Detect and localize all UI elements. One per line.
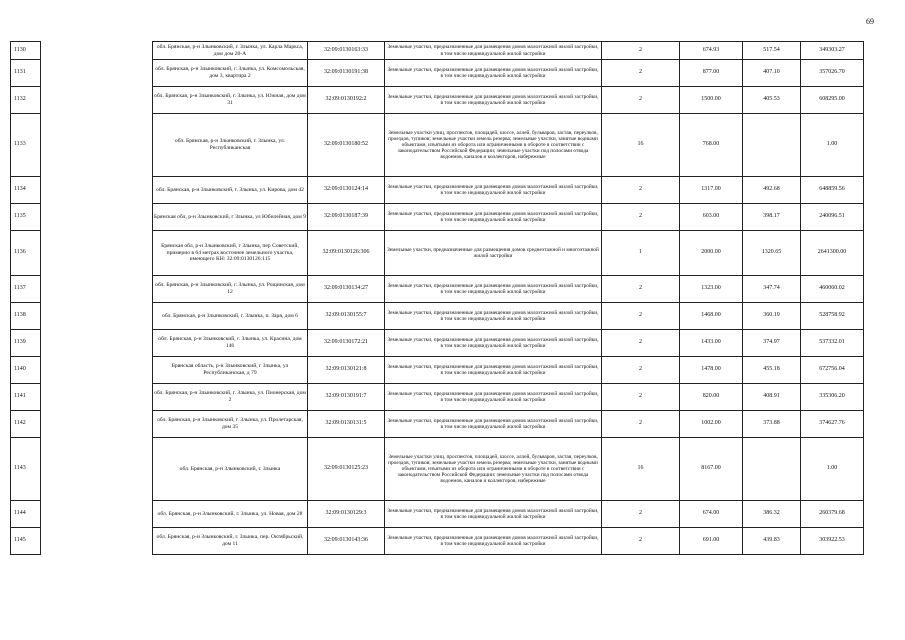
- blank-cell: [41, 438, 153, 501]
- area-cell: 1002.00: [680, 411, 743, 438]
- address-cell: Брянская обл, р-н Злынковский, г Злынка, ул Юбилейная, дом 9: [153, 204, 308, 231]
- cadastral-number-cell: 32:09:0130124:14: [308, 177, 385, 204]
- blank-cell: [41, 303, 153, 330]
- area-cell: 691.00: [680, 528, 743, 555]
- group-cell: 16: [602, 114, 680, 177]
- table-row: [11, 60, 864, 87]
- blank-cell: [41, 114, 153, 177]
- area-cell: 768.00: [680, 114, 743, 177]
- land-use-cell: Земельные участки, предназначенные для размещения домов малоэтажной жилой застройки, в том числе индивидуальной жилой застройки: [385, 528, 602, 555]
- address-cell: обл. Брянская, р-н Злынковский, г. Злынка, ул. Новая, дом 28: [153, 501, 308, 528]
- area-cell: 603.00: [680, 204, 743, 231]
- cadastral-value-cell: 460060.02: [801, 276, 864, 303]
- area-cell: 1317.00: [680, 177, 743, 204]
- unit-value-cell: 492.68: [743, 177, 801, 204]
- group-cell: 2: [602, 204, 680, 231]
- land-use-cell: Земельные участки, предназначенные для размещения домов малоэтажной жилой застройки, в том числе индивидуальной жилой застройки: [385, 60, 602, 87]
- unit-value-cell: 408.91: [743, 384, 801, 411]
- cadastral-number-cell: 32:09:0130121:8: [308, 357, 385, 384]
- table-row: [11, 501, 864, 528]
- address-cell: обл. Брянская, р-н Злынковский, г. Злынка, ул. Карла Маркса, дом дом 20-А: [153, 42, 308, 60]
- cadastral-number-cell: 32:09:0130163:33: [308, 42, 385, 60]
- group-cell: 2: [602, 303, 680, 330]
- table-row: [11, 204, 864, 231]
- row-number-cell: 1138: [11, 303, 41, 330]
- area-cell: 1468.00: [680, 303, 743, 330]
- land-use-cell: Земельные участки улиц, проспектов, площадей, шоссе, аллей, бульваров, застав, переулков, проездов, тупиков; земельные участки земель резерва; земельные участки, занятые водными объектами, изъятыми из оборота или ограниченными в обороте в соответствии с законодательством Российской Федерации; земельные участки под полосами отвода водоемов, каналов и коллекторов, набережные: [385, 114, 602, 177]
- table-row: [11, 384, 864, 411]
- row-number-cell: 1136: [11, 231, 41, 276]
- row-number-cell: 1144: [11, 501, 41, 528]
- cadastral-value-cell: 537332.01: [801, 330, 864, 357]
- row-number-cell: 1140: [11, 357, 41, 384]
- area-cell: 1500.00: [680, 87, 743, 114]
- address-cell: обл. Брянская, р-н Злынковский, г. Злынка, пер. Октябрьский, дом 11: [153, 528, 308, 555]
- address-cell: обл. Брянская, р-н Злынковский, г. Злынка, ул. Республиканская: [153, 114, 308, 177]
- cadastral-value-cell: 335306.20: [801, 384, 864, 411]
- table-row: [11, 177, 864, 204]
- cadastral-value-cell: 357026.70: [801, 60, 864, 87]
- row-number-cell: 1130: [11, 42, 41, 60]
- unit-value-cell: 373.88: [743, 411, 801, 438]
- land-use-cell: Земельные участки улиц, проспектов, площадей, шоссе, аллей, бульваров, застав, переулков, проездов, тупиков; земельные участки земель резерва; земельные участки, занятые водными объектами, изъятыми из оборота или ограниченными в обороте в соответствии с законодательством Российской Федерации; земельные участки под полосами отвода водоемов, каналов и коллекторов, набережные: [385, 438, 602, 501]
- address-cell: Брянская обл, р-н Злынковский, г Злынка, пер Советский, примерно в 64 метрах восточнее земельного участка, имеющего КН: 32:09:0130126:115: [153, 231, 308, 276]
- blank-cell: [41, 204, 153, 231]
- cadastral-value-cell: 608295.00: [801, 87, 864, 114]
- cadastral-number-cell: 32:09:0130129:3: [308, 501, 385, 528]
- land-use-cell: Земельные участки, предназначенные для размещения домов малоэтажной жилой застройки, в том числе индивидуальной жилой застройки: [385, 177, 602, 204]
- unit-value-cell: 517.54: [743, 42, 801, 60]
- cadastral-value-cell: 349303.27: [801, 42, 864, 60]
- page-number: 69: [866, 17, 874, 26]
- cadastral-number-cell: 32:09:0130191:7: [308, 384, 385, 411]
- land-use-cell: Земельные участки, предназначенные для размещения домов малоэтажной жилой застройки, в том числе индивидуальной жилой застройки: [385, 330, 602, 357]
- unit-value-cell: 347.74: [743, 276, 801, 303]
- address-cell: обл. Брянская, р-н Злынковский, г. Злынка, п. Заря, дом 6: [153, 303, 308, 330]
- address-cell: обл. Брянская, р-н Злынковский, г. Злынка, ул. Рощинская, дом 12: [153, 276, 308, 303]
- group-cell: 2: [602, 384, 680, 411]
- group-cell: 2: [602, 357, 680, 384]
- blank-cell: [41, 384, 153, 411]
- cadastral-number-cell: 32:09:0130192:2: [308, 87, 385, 114]
- blank-cell: [41, 528, 153, 555]
- unit-value-cell: [743, 438, 801, 501]
- address-cell: обл. Брянская, р-н Злынковский, г. Злынка: [153, 438, 308, 501]
- blank-cell: [41, 330, 153, 357]
- table-row: [11, 114, 864, 177]
- cadastral-value-cell: 1.00: [801, 114, 864, 177]
- unit-value-cell: 386.32: [743, 501, 801, 528]
- unit-value-cell: [743, 114, 801, 177]
- address-cell: обл. Брянская, р-н Злынковский, г. Злынка, ул. Кирова, дом 42: [153, 177, 308, 204]
- address-cell: обл. Брянская, р-н Злынковский, г. Злынка, ул. Красина, дом 146: [153, 330, 308, 357]
- unit-value-cell: 407.10: [743, 60, 801, 87]
- cadastral-value-cell: 1.00: [801, 438, 864, 501]
- cadastral-number-cell: 32:09:0130134:27: [308, 276, 385, 303]
- group-cell: 2: [602, 528, 680, 555]
- blank-cell: [41, 231, 153, 276]
- area-cell: 8167.00: [680, 438, 743, 501]
- table-row: [11, 276, 864, 303]
- group-cell: 1: [602, 231, 680, 276]
- blank-cell: [41, 357, 153, 384]
- row-number-cell: 1137: [11, 276, 41, 303]
- land-use-cell: Земельные участки, предназначенные для размещения домов малоэтажной жилой застройки, в том числе индивидуальной жилой застройки: [385, 357, 602, 384]
- area-cell: 1478.00: [680, 357, 743, 384]
- blank-cell: [41, 42, 153, 60]
- blank-cell: [41, 60, 153, 87]
- cadastral-number-cell: 32:09:0130187:39: [308, 204, 385, 231]
- cadastral-table: [10, 41, 864, 555]
- address-cell: обл. Брянская, р-н Злынковский, г. Злынка, ул. Пионерская, дом 2: [153, 384, 308, 411]
- cadastral-value-cell: 648859.56: [801, 177, 864, 204]
- unit-value-cell: 1320.65: [743, 231, 801, 276]
- row-number-cell: 1132: [11, 87, 41, 114]
- table-row: [11, 528, 864, 555]
- area-cell: 1323.00: [680, 276, 743, 303]
- cadastral-number-cell: 32:09:0130143:36: [308, 528, 385, 555]
- table-row: [11, 303, 864, 330]
- unit-value-cell: 374.97: [743, 330, 801, 357]
- row-number-cell: 1143: [11, 438, 41, 501]
- row-number-cell: 1145: [11, 528, 41, 555]
- cadastral-value-cell: 528758.92: [801, 303, 864, 330]
- table-row: [11, 42, 864, 60]
- table-row: [11, 438, 864, 501]
- unit-value-cell: 405.53: [743, 87, 801, 114]
- land-use-cell: Земельные участки, предназначенные для размещения домов малоэтажной жилой застройки, в том числе индивидуальной жилой застройки: [385, 87, 602, 114]
- address-cell: обл. Брянская, р-н Злынковский, г. Злынка, ул. Пролетарская, дом 35: [153, 411, 308, 438]
- address-cell: обл. Брянская, р-н Злынковский, г. Злынка, ул. Комсомольская, дом 3, квартира 2: [153, 60, 308, 87]
- group-cell: 2: [602, 411, 680, 438]
- group-cell: 2: [602, 501, 680, 528]
- group-cell: 2: [602, 276, 680, 303]
- cadastral-value-cell: 303922.53: [801, 528, 864, 555]
- row-number-cell: 1141: [11, 384, 41, 411]
- group-cell: 2: [602, 330, 680, 357]
- blank-cell: [41, 501, 153, 528]
- unit-value-cell: 360.19: [743, 303, 801, 330]
- table-row: [11, 411, 864, 438]
- blank-cell: [41, 411, 153, 438]
- blank-cell: [41, 177, 153, 204]
- row-number-cell: 1142: [11, 411, 41, 438]
- area-cell: 877.00: [680, 60, 743, 87]
- address-cell: обл. Брянская, р-н Злынковский, г. Злынка, ул. Южная, дом дом 31: [153, 87, 308, 114]
- land-use-cell: Земельные участки, предназначенные для размещения домов малоэтажной жилой застройки, в том числе индивидуальной жилой застройки: [385, 501, 602, 528]
- row-number-cell: 1139: [11, 330, 41, 357]
- unit-value-cell: 398.17: [743, 204, 801, 231]
- table-row: [11, 231, 864, 276]
- unit-value-cell: 455.18: [743, 357, 801, 384]
- cadastral-number-cell: 32:09:0130172:21: [308, 330, 385, 357]
- row-number-cell: 1133: [11, 114, 41, 177]
- cadastral-number-cell: 32:09:0130191:38: [308, 60, 385, 87]
- land-use-cell: Земельные участки, предназначенные для размещения домов малоэтажной жилой застройки, в том числе индивидуальной жилой застройки: [385, 411, 602, 438]
- table-row: [11, 87, 864, 114]
- land-use-cell: Земельные участки, предназначенные для размещения домов малоэтажной жилой застройки, в том числе индивидуальной жилой застройки: [385, 204, 602, 231]
- cadastral-number-cell: 32:09:0130126:306: [308, 231, 385, 276]
- table-row: [11, 357, 864, 384]
- area-cell: 1433.00: [680, 330, 743, 357]
- row-number-cell: 1134: [11, 177, 41, 204]
- cadastral-value-cell: 374627.76: [801, 411, 864, 438]
- land-use-cell: Земельные участки, предназначенные для размещения домов малоэтажной жилой застройки, в том числе индивидуальной жилой застройки: [385, 42, 602, 60]
- blank-cell: [41, 276, 153, 303]
- land-use-cell: Земельные участки, предназначенные для размещения домов малоэтажной жилой застройки, в том числе индивидуальной жилой застройки: [385, 384, 602, 411]
- cadastral-value-cell: 240096.51: [801, 204, 864, 231]
- group-cell: 16: [602, 438, 680, 501]
- cadastral-value-cell: 672756.04: [801, 357, 864, 384]
- cadastral-number-cell: 32:09:0130125:23: [308, 438, 385, 501]
- cadastral-number-cell: 32:09:0130131:5: [308, 411, 385, 438]
- area-cell: 820.00: [680, 384, 743, 411]
- address-cell: Брянская область, р-н Злынковский, г Злынка, ул Республиканская, д 79: [153, 357, 308, 384]
- area-cell: 674.00: [680, 501, 743, 528]
- blank-cell: [41, 87, 153, 114]
- row-number-cell: 1135: [11, 204, 41, 231]
- group-cell: 2: [602, 177, 680, 204]
- table-row: [11, 330, 864, 357]
- land-use-cell: Земельные участки, предназначенные для размещения домов малоэтажной жилой застройки, в том числе индивидуальной жилой застройки: [385, 303, 602, 330]
- area-cell: 674.93: [680, 42, 743, 60]
- row-number-cell: 1131: [11, 60, 41, 87]
- group-cell: 2: [602, 60, 680, 87]
- cadastral-value-cell: 260379.68: [801, 501, 864, 528]
- group-cell: 2: [602, 42, 680, 60]
- land-use-cell: Земельные участки, предназначенные для размещения домов малоэтажной жилой застройки, в том числе индивидуальной жилой застройки: [385, 276, 602, 303]
- land-use-cell: Земельные участки, предназначенные для размещения домов среднеэтажной и многоэтажной жилой застройки: [385, 231, 602, 276]
- cadastral-number-cell: 32:09:0130180:52: [308, 114, 385, 177]
- unit-value-cell: 439.83: [743, 528, 801, 555]
- cadastral-number-cell: 32:09:0130155:7: [308, 303, 385, 330]
- group-cell: 2: [602, 87, 680, 114]
- cadastral-value-cell: 2641300.00: [801, 231, 864, 276]
- area-cell: 2000.00: [680, 231, 743, 276]
